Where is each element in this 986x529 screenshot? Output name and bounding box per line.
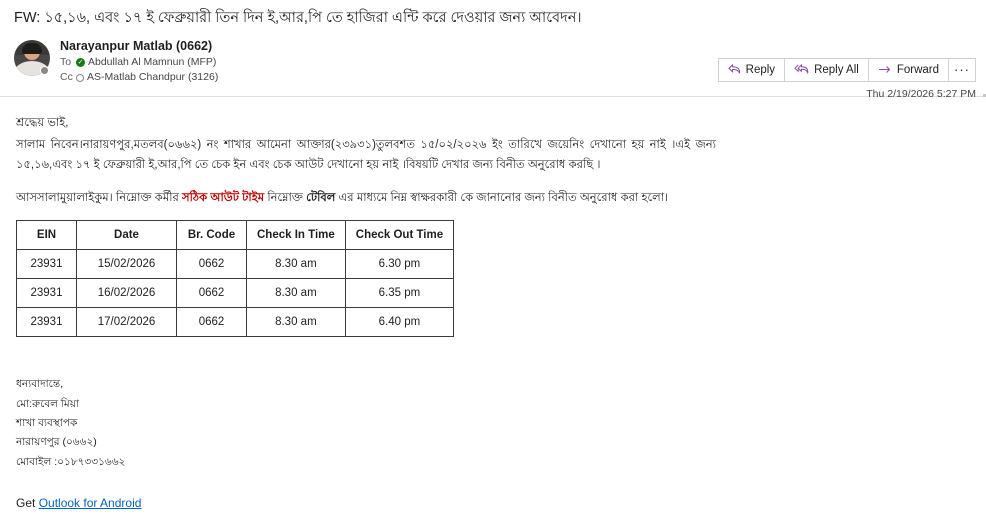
th-check-out: Check Out Time: [345, 220, 453, 249]
to-row: [60, 55, 218, 71]
table-row: [17, 249, 454, 278]
cc-label: Cc: [60, 71, 73, 84]
cc-recipient-name: AS-Matlab Chandpur (3126): [87, 71, 219, 84]
notice-highlight: সঠিক আউট টাইম: [182, 191, 265, 204]
notice-bold: টেবিল: [306, 191, 336, 204]
cell-date: 15/02/2026: [77, 249, 177, 278]
notice-post: এর মাধ্যমে নিম্ন স্বাক্ষরকারী কে জানানোর জন্য বিনীত অনুরোধ করা হলো।: [335, 191, 669, 204]
th-br-code: Br. Code: [177, 220, 247, 249]
cell-date: 17/02/2026: [77, 308, 177, 337]
recipient-chip-to[interactable]: [76, 55, 216, 71]
get-text: Get: [16, 496, 39, 511]
signature-line-1: ধন্যবাদান্তে,: [16, 378, 64, 391]
reply-all-icon: [794, 64, 809, 75]
cell-date: 16/02/2026: [77, 278, 177, 307]
reply-all-label: Reply All: [814, 63, 859, 76]
table-row: [17, 308, 454, 337]
signature-line-5: মোবাইল :০১৮৭৩৩১৬৬২: [16, 455, 126, 468]
reply-icon: [728, 64, 741, 75]
cell-ein: 23931: [17, 308, 77, 337]
sender-name[interactable]: Narayanpur Matlab (0662): [60, 38, 213, 53]
table-header-row: [17, 220, 454, 249]
cell-br-code: 0662: [177, 249, 247, 278]
verified-icon: ✓: [77, 59, 84, 67]
notice-pre: আসসালামুয়ালাইকুম। নিম্নোক্ত কর্মীর: [16, 191, 183, 204]
to-label: To: [60, 55, 72, 68]
cell-ein: 23931: [17, 278, 77, 307]
header-meta: [60, 38, 218, 86]
cell-check-in: 8.30 am: [247, 249, 346, 278]
outlook-footer: [0, 472, 986, 510]
email-timestamp: Thu 2/19/2026 5:27 PM: [866, 87, 976, 100]
th-ein: EIN: [17, 220, 77, 249]
signature-line-3: শাখা ব্যবস্থাপক: [16, 417, 78, 430]
signature-line-4: নারায়ণপুর (০৬৬২): [16, 436, 97, 449]
forward-label: Forward: [896, 63, 939, 76]
action-buttons: [718, 58, 976, 82]
cell-check-in: 8.30 am: [247, 278, 346, 307]
cell-br-code: 0662: [177, 308, 247, 337]
table-row: [17, 278, 454, 307]
attendance-table: [16, 220, 454, 338]
cell-check-out: 6.30 pm: [345, 249, 453, 278]
signature-block: [0, 337, 986, 472]
body-greeting: শ্রদ্ধেয় ভাই,: [16, 117, 69, 130]
reply-all-button[interactable]: [784, 58, 869, 82]
forward-icon: [878, 64, 892, 75]
presence-icon: [40, 66, 49, 75]
th-check-in: Check In Time: [247, 220, 346, 249]
outlook-for-android-link[interactable]: Outlook for Android: [38, 496, 142, 511]
body-notice: [16, 188, 970, 208]
notice-mid: নিম্নোক্ত: [264, 191, 307, 204]
email-body: [0, 97, 986, 337]
cell-ein: 23931: [17, 249, 77, 278]
cell-check-in: 8.30 am: [247, 308, 346, 337]
signature-line-2: মো:রুবেল মিয়া: [16, 397, 79, 410]
presence-unknown-icon: [76, 74, 84, 82]
avatar-hair: [22, 43, 42, 54]
cc-row: [60, 70, 218, 86]
cell-check-out: 6.35 pm: [345, 278, 453, 307]
more-actions-button[interactable]: ···: [948, 58, 976, 82]
email-header: [0, 28, 986, 100]
email-subject: FW: ১৫,১৬, এবং ১৭ ই ফেব্রুয়ারী তিন দিন ই,আর,পি তে হাজিরা এন্টি করে দেওয়ার জন্য আবেদন।: [14, 10, 582, 26]
th-date: Date: [77, 220, 177, 249]
recipient-chip-cc[interactable]: [76, 70, 218, 86]
reply-label: Reply: [745, 63, 776, 76]
forward-button[interactable]: [868, 58, 949, 82]
body-paragraph-1: সালাম নিবেন।নারায়ণপুর,মতলব(০৬৬২) নং শাখার আমেনা আক্তার(২৩৯৩১)তুলবশত ১৫/০২/২০২৬ ইং তারিখে জয়েনিং দেখানো হয় নাই ।এই জন্য ১৫,১৬,এবং ১৭ ই ফেব্রুয়ারী ই,আর,পি তে চেক ইন এবং চেক আউট দেখানো হয় নাই ।বিষয়টি দেখার জন্য বিনীত অনুরোধ করছি ।: [16, 139, 716, 172]
to-recipient-name: Abdullah Al Mamnun (MFP): [88, 55, 217, 68]
cell-br-code: 0662: [177, 278, 247, 307]
cell-check-out: 6.40 pm: [345, 308, 453, 337]
reply-button[interactable]: [718, 58, 785, 82]
